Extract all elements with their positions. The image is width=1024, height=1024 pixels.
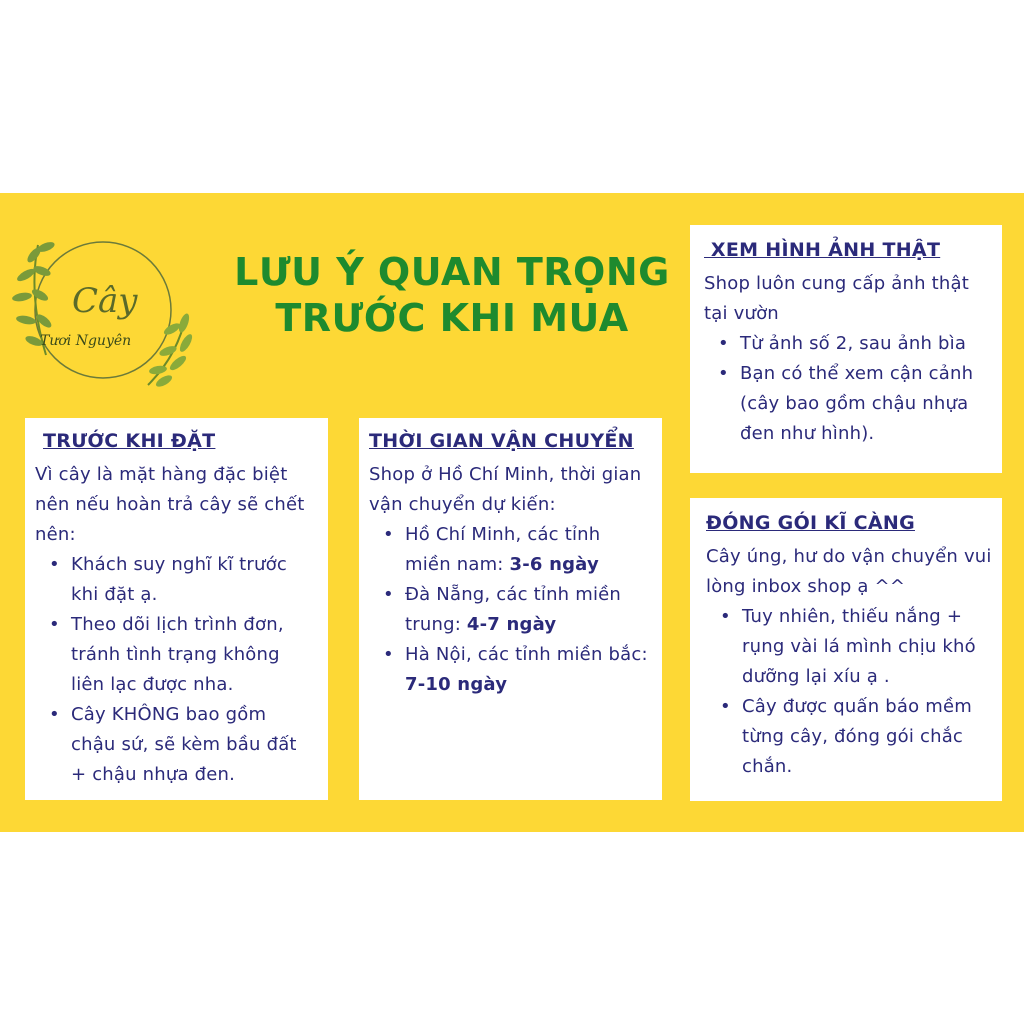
card-before-ordering	[25, 418, 328, 800]
list-item: • Cây được quấn báo mềm từng cây, đóng gói chắc chắn.	[742, 692, 992, 782]
ship-duration: 3-6 ngày	[509, 554, 599, 575]
yellow-banner	[0, 193, 1024, 832]
list-item: • Khách suy nghĩ kĩ trước khi đặt ạ.	[71, 550, 316, 610]
list-item: • Theo dõi lịch trình đơn, tránh tình trạng không liên lạc được nha.	[71, 610, 316, 700]
card-photo-heading: XEM HÌNH ẢNH THẬT	[704, 239, 941, 261]
title-line-1: LƯU Ý QUAN TRỌNG	[234, 250, 670, 294]
list-item: • Từ ảnh số 2, sau ảnh bìa	[740, 329, 992, 359]
card-before-list	[35, 550, 316, 790]
card-pack-intro: Cây úng, hư do vận chuyển vui lòng inbox shop ạ ^^	[706, 546, 992, 597]
logo-text-tuoi-nguyen: Tươi Nguyên	[40, 333, 132, 349]
card-ship-intro: Shop ở Hồ Chí Minh, thời gian vận chuyển dự kiến:	[369, 464, 642, 515]
card-before-intro: Vì cây là mặt hàng đặc biệt nên nếu hoàn trả cây sẽ chết nên:	[35, 464, 305, 545]
title-line-2: TRƯỚC KHI MUA	[275, 296, 629, 340]
list-item	[405, 520, 652, 580]
ship-region: Đà Nẵng, các tỉnh miền trung:	[405, 584, 622, 635]
card-before-heading: TRƯỚC KHI ĐẶT	[43, 430, 216, 452]
ship-region: Hà Nội, các tỉnh miền bắc:	[405, 644, 648, 665]
shop-logo	[8, 225, 198, 395]
card-shipping-time	[359, 418, 662, 800]
list-item: • Tuy nhiên, thiếu nắng + rụng vài lá mình chịu khó dưỡng lại xíu ạ .	[742, 602, 992, 692]
ship-duration: 4-7 ngày	[466, 614, 557, 635]
page-title	[222, 249, 682, 341]
card-ship-heading: THỜI GIAN VẬN CHUYỂN	[369, 430, 634, 452]
card-ship-list	[369, 520, 652, 700]
ship-region: Hồ Chí Minh, các tỉnh miền nam:	[405, 524, 601, 575]
card-pack-list	[706, 602, 992, 782]
card-careful-packing	[690, 498, 1002, 801]
card-pack-heading: ĐÓNG GÓI KĨ CÀNG	[706, 512, 915, 534]
list-item: • Bạn có thể xem cận cảnh (cây bao gồm chậu nhựa đen như hình).	[740, 359, 992, 449]
list-item	[405, 640, 652, 700]
card-real-photos	[690, 225, 1002, 473]
logo-text-cay: Cây	[72, 281, 138, 321]
list-item	[405, 580, 652, 640]
ship-duration: 7-10 ngày	[405, 674, 508, 695]
list-item: • Cây KHÔNG bao gồm chậu sứ, sẽ kèm bầu đất + chậu nhựa đen.	[71, 700, 316, 790]
card-photo-list	[704, 329, 992, 449]
card-photo-intro: Shop luôn cung cấp ảnh thật tại vườn	[704, 273, 970, 324]
